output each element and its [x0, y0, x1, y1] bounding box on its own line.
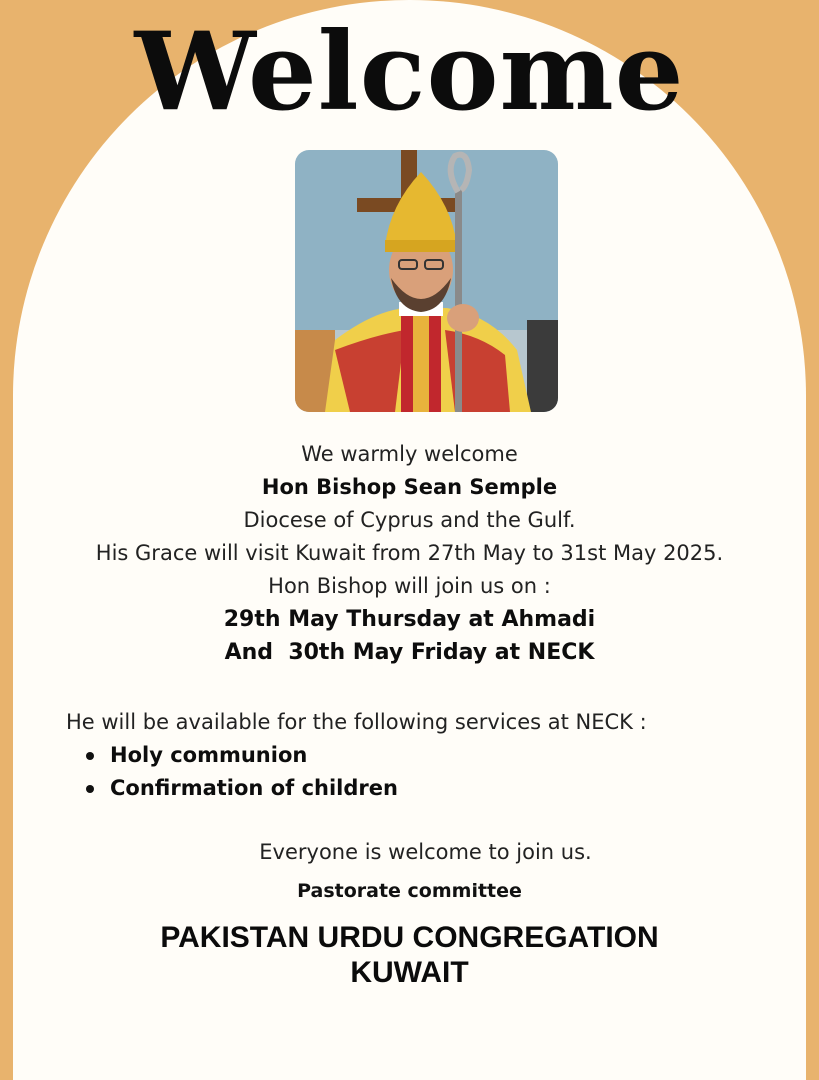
congregation-city: KUWAIT	[350, 956, 469, 989]
bullet-icon	[86, 785, 94, 793]
list-item	[66, 739, 786, 772]
list-item	[66, 772, 786, 805]
everyone-line: Everyone is welcome to join us.	[259, 840, 592, 864]
welcome-line: We warmly welcome	[301, 442, 518, 466]
congregation-name: PAKISTAN URDU CONGREGATION	[160, 921, 659, 954]
committee-label: Pastorate committee	[297, 880, 522, 902]
date-neck: And 30th May Friday at NECK	[224, 640, 595, 665]
service-label: Confirmation of children	[110, 776, 398, 800]
committee-block	[0, 880, 819, 902]
join-line: Hon Bishop will join us on :	[268, 574, 551, 598]
bishop-photo	[295, 150, 558, 412]
diocese-line: Diocese of Cyprus and the Gulf.	[243, 508, 576, 532]
welcome-title: Welcome	[134, 9, 685, 135]
bishop-name: Hon Bishop Sean Semple	[261, 475, 558, 499]
services-list	[66, 739, 786, 805]
services-block	[66, 706, 786, 805]
visit-line: His Grace will visit Kuwait from 27th May to 31st May 2025.	[95, 541, 724, 565]
services-intro: He will be available for the following services at NECK :	[66, 710, 647, 734]
congregation-block	[0, 920, 819, 990]
date-ahmadi: 29th May Thursday at Ahmadi	[223, 607, 596, 632]
bullet-icon	[86, 752, 94, 760]
everyone-block	[16, 840, 819, 864]
intro-block	[0, 438, 819, 669]
service-label: Holy communion	[110, 743, 308, 767]
